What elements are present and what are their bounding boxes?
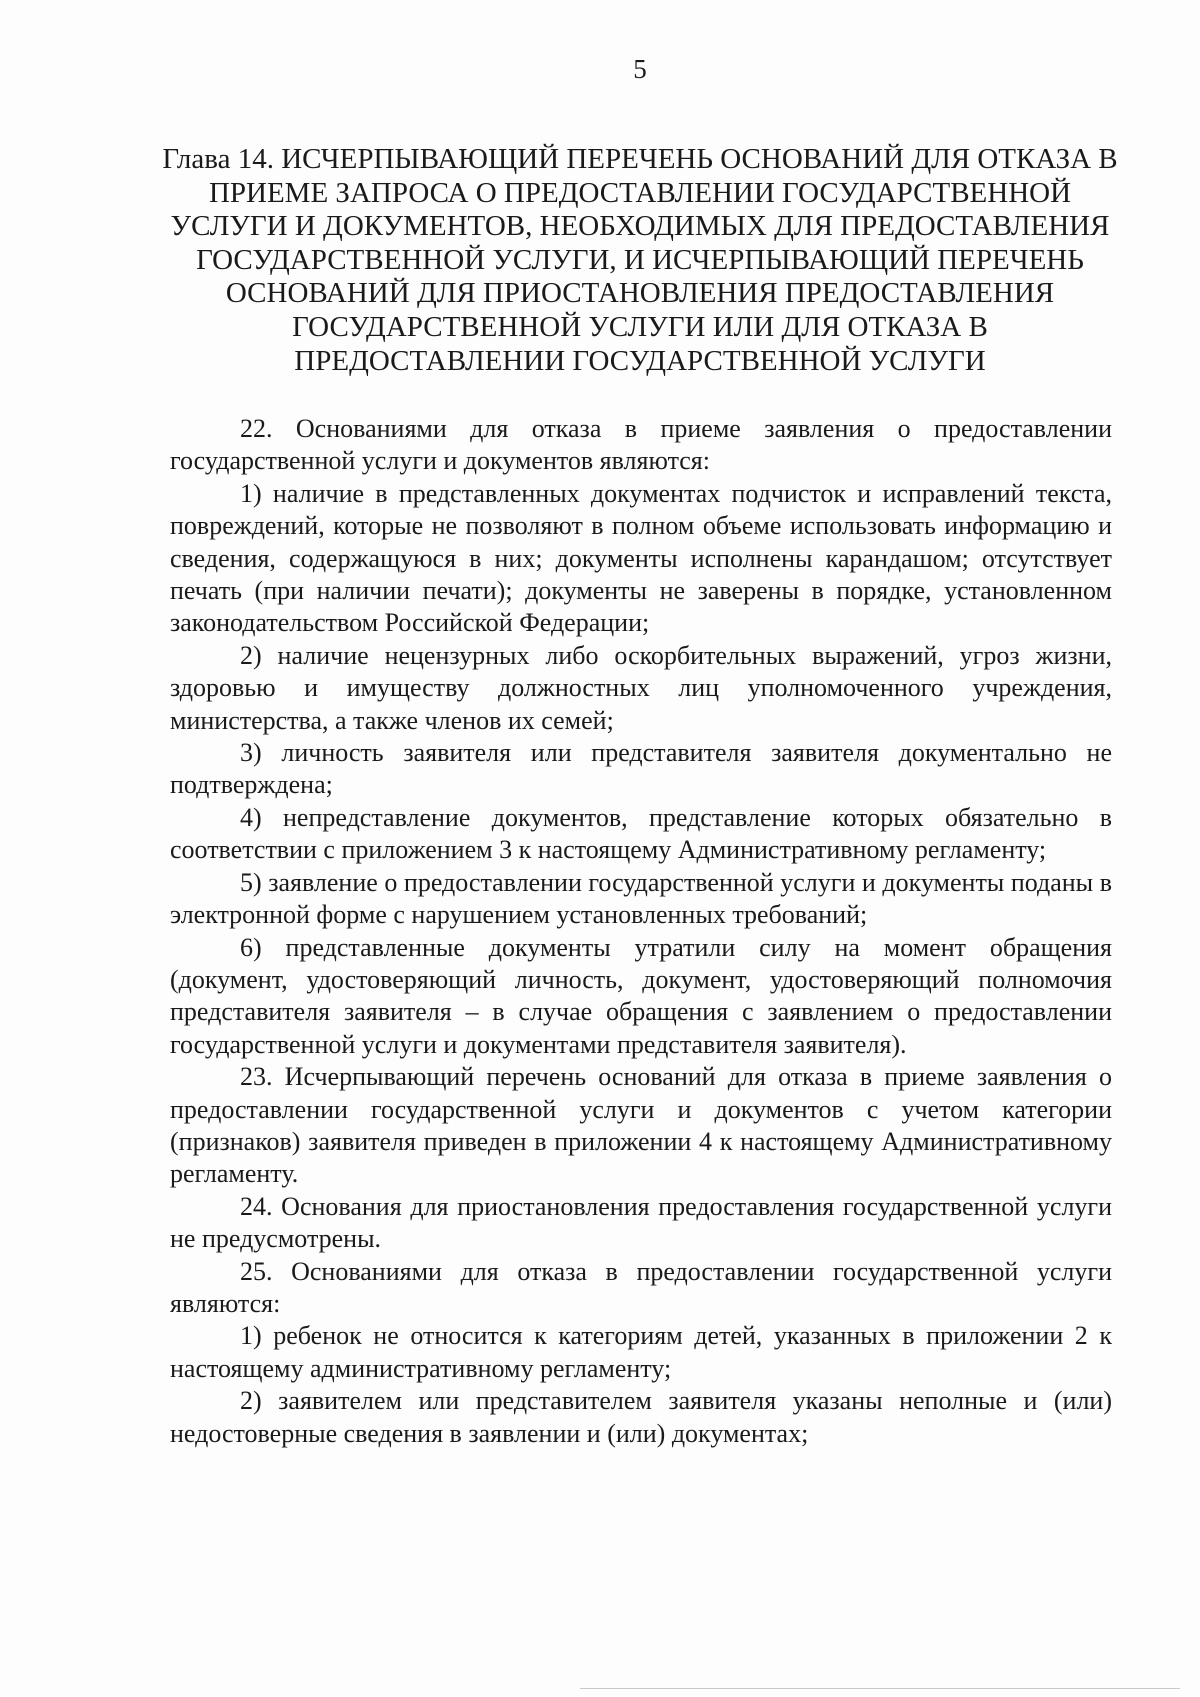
paragraph-23: 23. Исчерпывающий перечень оснований для отказа в приеме заявления о предоставлении государственной услуги и документов с учетом категории (признаков) заявителя приведен в приложении 4 к настоящему Административному регламенту.	[170, 1062, 1112, 1189]
paragraph-24: 24. Основания для приостановления предоставления государственной услуги не предусмотрены.	[170, 1191, 1112, 1254]
chapter-title-line: ОСНОВАНИЙ ДЛЯ ПРИОСТАНОВЛЕНИЯ ПРЕДОСТАВЛЕНИЯ	[225, 277, 1055, 310]
chapter-title-line: ГОСУДАРСТВЕННОЙ УСЛУГИ, И ИСЧЕРПЫВАЮЩИЙ ПЕРЕЧЕНЬ	[196, 243, 1084, 276]
list-item-22-3: 3) личность заявителя или представителя заявителя документально не подтверждена;	[170, 738, 1112, 800]
paragraph-25: 25. Основаниями для отказа в предоставлении государственной услуги являются:	[170, 1256, 1112, 1318]
list-item-22-6: 6) представленные документы утратили силу на момент обращения (документ, удостоверяющий личность, документ, удостоверяющий полномочия представителя заявителя – в случае обращения с заявлением о предоставлении государственной услуги и документами представителя заявителя).	[170, 932, 1112, 1059]
chapter-title-line: УСЛУГИ И ДОКУМЕНТОВ, НЕОБХОДИМЫХ ДЛЯ ПРЕДОСТАВЛЕНИЯ	[170, 210, 1110, 243]
list-item-22-1: 1) наличие в представленных документах подчисток и исправлений текста, повреждений, которые не позволяют в полном объеме использовать информацию и сведения, содержащуюся в них; документы исполнены карандашом; отсутствует печать (при наличии печати); документы не заверены в порядке, установленном законодательством Российской Федерации;	[170, 478, 1112, 638]
chapter-title-line: ПРЕДОСТАВЛЕНИИ ГОСУДАРСТВЕННОЙ УСЛУГИ	[294, 344, 986, 377]
list-item-25-2: 2) заявителем или представителем заявителя указаны неполные и (или) недостоверные сведения в заявлении и (или) документах;	[170, 1386, 1112, 1448]
page-number: 5	[633, 54, 647, 84]
scan-edge-line	[580, 1688, 1180, 1689]
list-item-25-1: 1) ребенок не относится к категориям детей, указанных в приложении 2 к настоящему административному регламенту;	[170, 1321, 1112, 1383]
chapter-title	[160, 143, 1120, 378]
document-body	[170, 413, 1112, 1450]
chapter-title-line: Глава 14. ИСЧЕРПЫВАЮЩИЙ ПЕРЕЧЕНЬ ОСНОВАНИЙ ДЛЯ ОТКАЗА В	[162, 143, 1118, 175]
chapter-title-line: ПРИЕМЕ ЗАПРОСА О ПРЕДОСТАВЛЕНИИ ГОСУДАРСТВЕННОЙ	[208, 176, 1072, 209]
chapter-title-line: ГОСУДАРСТВЕННОЙ УСЛУГИ ИЛИ ДЛЯ ОТКАЗА В	[292, 310, 988, 343]
paragraph-22: 22. Основаниями для отказа в приеме заявления о предоставлении государственной услуги и документов являются:	[170, 414, 1112, 476]
list-item-22-4: 4) непредставление документов, представление которых обязательно в соответствии с приложением 3 к настоящему Административному регламенту;	[170, 802, 1112, 865]
list-item-22-2: 2) наличие нецензурных либо оскорбительных выражений, угроз жизни, здоровью и имуществу должностных лиц уполномоченного учреждения, министерства, а также членов их семей;	[170, 640, 1112, 735]
list-item-22-5: 5) заявление о предоставлении государственной услуги и документы поданы в электронной форме с нарушением установленных требований;	[170, 867, 1112, 930]
